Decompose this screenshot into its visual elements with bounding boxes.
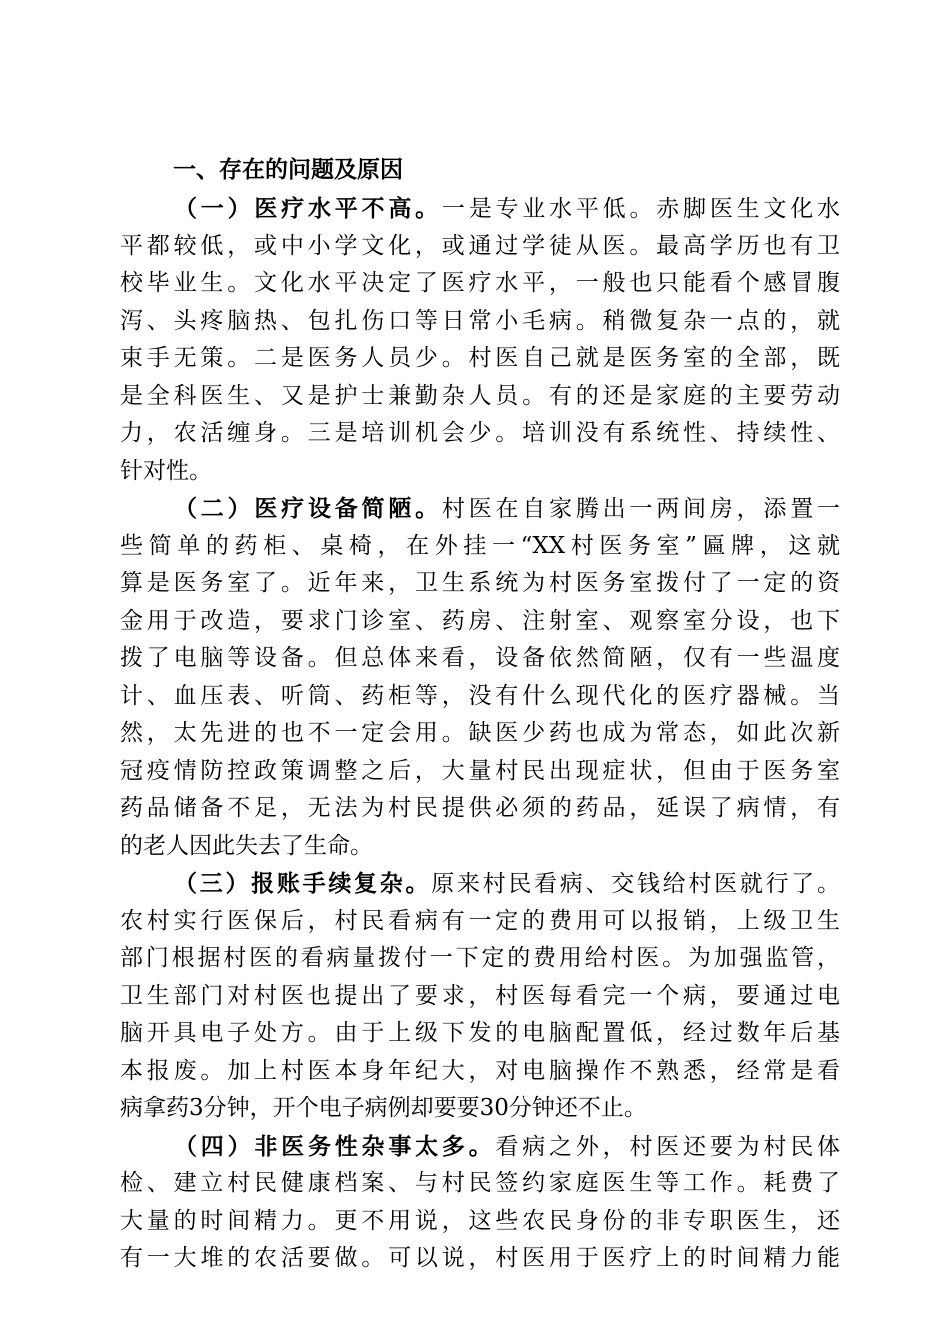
paragraph-line: 的老人因此失去了生命。 [120, 832, 373, 859]
paragraph-line: 些简单的药柜、桌椅，在外挂一“XX村医务室”匾牌，这就 [120, 532, 840, 559]
paragraph-medical-level [120, 190, 840, 490]
paragraph-line: （四）非医务性杂事太多。看病之外，村医还要为村民体 [174, 1132, 841, 1160]
paragraph-line: 平都较低，或中小学文化，或通过学徒从医。最高学历也有卫 [120, 232, 840, 259]
paragraph-line: 金用于改造，要求门诊室、药房、注射室、观察室分设，也下 [120, 607, 840, 634]
paragraph-line: 农村实行医保后，村民看病有一定的费用可以报销，上级卫生 [120, 907, 840, 934]
paragraph-line: 束手无策。二是医务人员少。村医自己就是医务室的全部，既 [120, 345, 840, 371]
section-heading: 一、存在的问题及原因 [173, 157, 403, 183]
paragraph-line: （一）医疗水平不高。一是专业水平低。赤脚医生文化水 [174, 195, 841, 222]
paragraph-line: 计、血压表、听筒、药柜等，没有什么现代化的医疗器械。当 [120, 682, 840, 709]
paragraph-line: 大量的时间精力。更不用说，这些农民身份的非专职医生，还 [120, 1207, 840, 1234]
paragraph-lead: （一）医疗水平不高。 [174, 195, 442, 222]
paragraph-line: 卫生部门对村医也提出了要求，村医每看完一个病，要通过电 [120, 982, 840, 1009]
paragraph-line: 然，太先进的也不一定会用。缺医少药也成为常态，如此次新 [120, 720, 840, 746]
paragraph-lead: （二）医疗设备简陋。 [174, 495, 442, 522]
paragraph-line: 泻、头疼脑热、包扎伤口等日常小毛病。稍微复杂一点的，就 [120, 307, 840, 334]
paragraph-line: 病拿药3分钟，开个电子病例却要要30分钟还不止。 [120, 1095, 647, 1121]
paragraph-line: 有一大堆的农活要做。可以说，村医用于医疗上的时间精力能 [120, 1245, 840, 1271]
paragraph-line: 是全科医生、又是护士兼勤杂人员。有的还是家庭的主要劳动 [120, 382, 840, 409]
paragraph-line: 脑开具电子处方。由于上级下发的电脑配置低，经过数年后基 [120, 1020, 840, 1046]
paragraph-line: 针对性。 [120, 457, 212, 484]
paragraph-line: 部门根据村医的看病量拨付一下定的费用给村医。为加强监管， [120, 945, 840, 971]
paragraph-line: （二）医疗设备简陋。村医在自家腾出一两间房，添置一 [174, 495, 841, 522]
paragraph-line: 冠疫情防控政策调整之后，大量村民出现症状，但由于医务室 [120, 757, 840, 784]
paragraph-medical-equipment [120, 490, 840, 865]
paragraph-line: 拨了电脑等设备。但总体来看，设备依然简陋，仅有一些温度 [120, 645, 840, 671]
paragraph-reimbursement [120, 865, 840, 1128]
paragraph-lead: （三）报账手续复杂。 [174, 870, 432, 897]
paragraph-line: 药品储备不足，无法为村民提供必须的药品，延误了病情，有 [120, 795, 840, 821]
paragraph-line: 算是医务室了。近年来，卫生系统为村医务室拨付了一定的资 [120, 570, 840, 596]
paragraph-line: 力，农活缠身。三是培训机会少。培训没有系统性、持续性、 [120, 420, 840, 446]
paragraph-line: 校毕业生。文化水平决定了医疗水平，一般也只能看个感冒腹 [120, 270, 840, 296]
paragraph-line: 检、建立村民健康档案、与村民签约家庭医生等工作。耗费了 [120, 1170, 840, 1196]
paragraph-lead: （四）非医务性杂事太多。 [174, 1132, 496, 1160]
paragraph-line: （三）报账手续复杂。原来村民看病、交钱给村医就行了。 [174, 870, 841, 897]
paragraph-line: 本报废。加上村医本身年纪大，对电脑操作不熟悉，经常是看 [120, 1057, 840, 1084]
document-body [120, 190, 840, 1278]
paragraph-non-medical-tasks [120, 1128, 840, 1278]
